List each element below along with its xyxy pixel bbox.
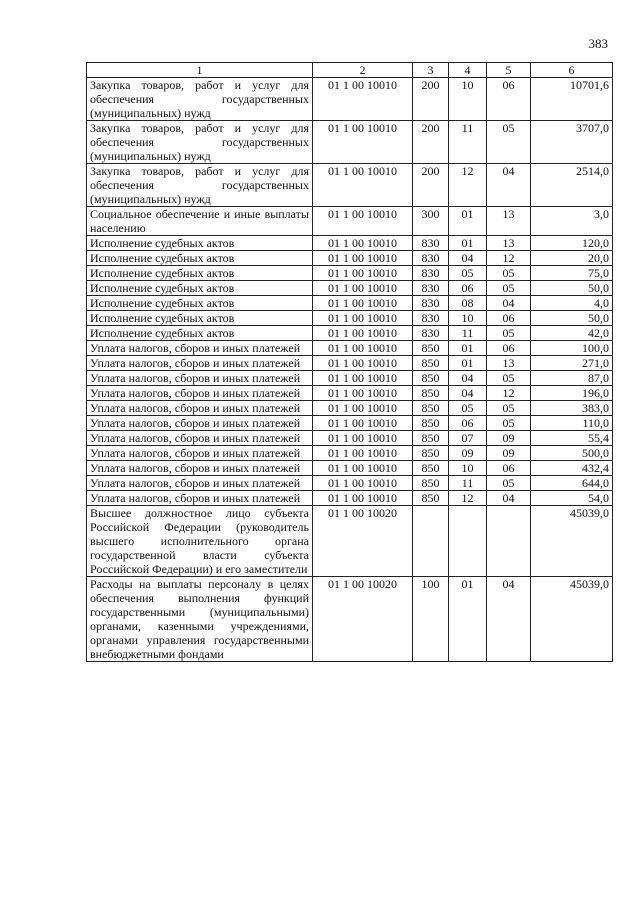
expense-type-cell: 830 [413,281,449,296]
subsection-cell: 13 [487,356,531,371]
table-row [87,164,613,207]
table-row [87,506,613,577]
section-cell: 01 [449,207,487,236]
section-cell: 11 [449,121,487,164]
row-name-cell: Исполнение судебных актов [87,251,313,266]
budget-table [86,62,613,662]
subsection-cell: 04 [487,491,531,506]
section-cell: 11 [449,326,487,341]
expense-type-cell: 850 [413,491,449,506]
target-article-cell: 01 1 00 10010 [313,281,413,296]
section-cell: 10 [449,311,487,326]
amount-cell: 644,0 [531,476,613,491]
target-article-cell: 01 1 00 10010 [313,311,413,326]
subsection-cell: 09 [487,446,531,461]
page-number: 383 [588,36,608,51]
column-header: 4 [449,63,487,78]
table-row [87,461,613,476]
row-name-cell: Исполнение судебных актов [87,236,313,251]
row-name-cell: Высшее должностное лицо субъекта Российской Федерации (руководитель высшего исполнительного органа государственной власти субъекта Российской Федерации) и его заместители [87,506,313,577]
target-article-cell: 01 1 00 10010 [313,386,413,401]
table-row [87,266,613,281]
expense-type-cell: 100 [413,577,449,662]
table-row [87,431,613,446]
subsection-cell: 06 [487,461,531,476]
column-header: 1 [87,63,313,78]
amount-cell: 271,0 [531,356,613,371]
expense-type-cell: 830 [413,326,449,341]
target-article-cell: 01 1 00 10010 [313,461,413,476]
table-row [87,386,613,401]
section-cell: 06 [449,281,487,296]
row-name-cell: Социальное обеспечение и иные выплаты населению [87,207,313,236]
row-name-cell: Уплата налогов, сборов и иных платежей [87,416,313,431]
target-article-cell: 01 1 00 10020 [313,506,413,577]
amount-cell: 50,0 [531,311,613,326]
target-article-cell: 01 1 00 10010 [313,341,413,356]
section-cell: 04 [449,371,487,386]
expense-type-cell: 850 [413,461,449,476]
row-name-cell: Уплата налогов, сборов и иных платежей [87,386,313,401]
expense-type-cell: 200 [413,78,449,121]
expense-type-cell: 850 [413,431,449,446]
amount-cell: 100,0 [531,341,613,356]
subsection-cell [487,506,531,577]
subsection-cell: 05 [487,266,531,281]
row-name-cell: Уплата налогов, сборов и иных платежей [87,401,313,416]
amount-cell: 87,0 [531,371,613,386]
target-article-cell: 01 1 00 10010 [313,326,413,341]
target-article-cell: 01 1 00 10010 [313,476,413,491]
expense-type-cell [413,506,449,577]
section-cell: 05 [449,401,487,416]
subsection-cell: 05 [487,476,531,491]
row-name-cell: Расходы на выплаты персоналу в целях обеспечения выполнения функций государственными (муниципальными) органами, казенными учреждениями, органами управления государственными внебюджетными фондами [87,577,313,662]
target-article-cell: 01 1 00 10010 [313,491,413,506]
header-row [87,63,613,78]
expense-type-cell: 200 [413,121,449,164]
subsection-cell: 13 [487,207,531,236]
row-name-cell: Уплата налогов, сборов и иных платежей [87,461,313,476]
table-row [87,356,613,371]
expense-type-cell: 850 [413,356,449,371]
row-name-cell: Уплата налогов, сборов и иных платежей [87,371,313,386]
section-cell: 01 [449,577,487,662]
target-article-cell: 01 1 00 10010 [313,371,413,386]
row-name-cell: Исполнение судебных актов [87,266,313,281]
section-cell: 10 [449,78,487,121]
table-row [87,78,613,121]
table-row [87,311,613,326]
section-cell: 11 [449,476,487,491]
table-row [87,296,613,311]
expense-type-cell: 850 [413,371,449,386]
expense-type-cell: 850 [413,476,449,491]
amount-cell: 50,0 [531,281,613,296]
subsection-cell: 05 [487,416,531,431]
table-row [87,416,613,431]
amount-cell: 196,0 [531,386,613,401]
expense-type-cell: 300 [413,207,449,236]
row-name-cell: Уплата налогов, сборов и иных платежей [87,476,313,491]
subsection-cell: 05 [487,121,531,164]
amount-cell: 3707,0 [531,121,613,164]
row-name-cell: Закупка товаров, работ и услуг для обеспечения государственных (муниципальных) нужд [87,121,313,164]
expense-type-cell: 850 [413,416,449,431]
target-article-cell: 01 1 00 10010 [313,416,413,431]
row-name-cell: Уплата налогов, сборов и иных платежей [87,431,313,446]
section-cell [449,506,487,577]
expense-type-cell: 850 [413,341,449,356]
table-row [87,326,613,341]
row-name-cell: Уплата налогов, сборов и иных платежей [87,446,313,461]
expense-type-cell: 850 [413,386,449,401]
table-row [87,236,613,251]
target-article-cell: 01 1 00 10020 [313,577,413,662]
target-article-cell: 01 1 00 10010 [313,164,413,207]
amount-cell: 383,0 [531,401,613,416]
row-name-cell: Исполнение судебных актов [87,311,313,326]
target-article-cell: 01 1 00 10010 [313,401,413,416]
subsection-cell: 05 [487,401,531,416]
section-cell: 09 [449,446,487,461]
target-article-cell: 01 1 00 10010 [313,207,413,236]
amount-cell: 45039,0 [531,577,613,662]
subsection-cell: 06 [487,78,531,121]
amount-cell: 432,4 [531,461,613,476]
target-article-cell: 01 1 00 10010 [313,356,413,371]
table-row [87,207,613,236]
amount-cell: 54,0 [531,491,613,506]
amount-cell: 120,0 [531,236,613,251]
row-name-cell: Закупка товаров, работ и услуг для обеспечения государственных (муниципальных) нужд [87,164,313,207]
subsection-cell: 12 [487,386,531,401]
expense-type-cell: 830 [413,236,449,251]
amount-cell: 4,0 [531,296,613,311]
subsection-cell: 05 [487,371,531,386]
amount-cell: 110,0 [531,416,613,431]
section-cell: 01 [449,356,487,371]
target-article-cell: 01 1 00 10010 [313,446,413,461]
section-cell: 12 [449,491,487,506]
subsection-cell: 13 [487,236,531,251]
expense-type-cell: 850 [413,446,449,461]
table-row [87,491,613,506]
amount-cell: 75,0 [531,266,613,281]
subsection-cell: 04 [487,164,531,207]
amount-cell: 45039,0 [531,506,613,577]
column-header: 6 [531,63,613,78]
subsection-cell: 12 [487,251,531,266]
section-cell: 04 [449,251,487,266]
target-article-cell: 01 1 00 10010 [313,296,413,311]
subsection-cell: 06 [487,341,531,356]
column-header: 3 [413,63,449,78]
section-cell: 08 [449,296,487,311]
amount-cell: 10701,6 [531,78,613,121]
row-name-cell: Уплата налогов, сборов и иных платежей [87,491,313,506]
amount-cell: 55,4 [531,431,613,446]
table-row [87,446,613,461]
target-article-cell: 01 1 00 10010 [313,266,413,281]
column-header: 5 [487,63,531,78]
section-cell: 12 [449,164,487,207]
section-cell: 01 [449,341,487,356]
amount-cell: 2514,0 [531,164,613,207]
table-row [87,251,613,266]
amount-cell: 42,0 [531,326,613,341]
expense-type-cell: 850 [413,401,449,416]
section-cell: 07 [449,431,487,446]
subsection-cell: 04 [487,296,531,311]
table-row [87,476,613,491]
target-article-cell: 01 1 00 10010 [313,236,413,251]
row-name-cell: Исполнение судебных актов [87,281,313,296]
column-header: 2 [313,63,413,78]
table-row [87,121,613,164]
amount-cell: 20,0 [531,251,613,266]
section-cell: 10 [449,461,487,476]
target-article-cell: 01 1 00 10010 [313,251,413,266]
subsection-cell: 04 [487,577,531,662]
target-article-cell: 01 1 00 10010 [313,121,413,164]
row-name-cell: Исполнение судебных актов [87,296,313,311]
table-row [87,281,613,296]
target-article-cell: 01 1 00 10010 [313,431,413,446]
subsection-cell: 06 [487,311,531,326]
expense-type-cell: 830 [413,266,449,281]
subsection-cell: 09 [487,431,531,446]
expense-type-cell: 830 [413,296,449,311]
table-row [87,371,613,386]
table-row [87,401,613,416]
row-name-cell: Уплата налогов, сборов и иных платежей [87,341,313,356]
section-cell: 05 [449,266,487,281]
expense-type-cell: 830 [413,251,449,266]
row-name-cell: Исполнение судебных актов [87,326,313,341]
row-name-cell: Уплата налогов, сборов и иных платежей [87,356,313,371]
subsection-cell: 05 [487,281,531,296]
section-cell: 06 [449,416,487,431]
subsection-cell: 05 [487,326,531,341]
row-name-cell: Закупка товаров, работ и услуг для обеспечения государственных (муниципальных) нужд [87,78,313,121]
section-cell: 04 [449,386,487,401]
section-cell: 01 [449,236,487,251]
expense-type-cell: 200 [413,164,449,207]
table-row [87,577,613,662]
table-row [87,341,613,356]
expense-type-cell: 830 [413,311,449,326]
amount-cell: 3,0 [531,207,613,236]
amount-cell: 500,0 [531,446,613,461]
target-article-cell: 01 1 00 10010 [313,78,413,121]
